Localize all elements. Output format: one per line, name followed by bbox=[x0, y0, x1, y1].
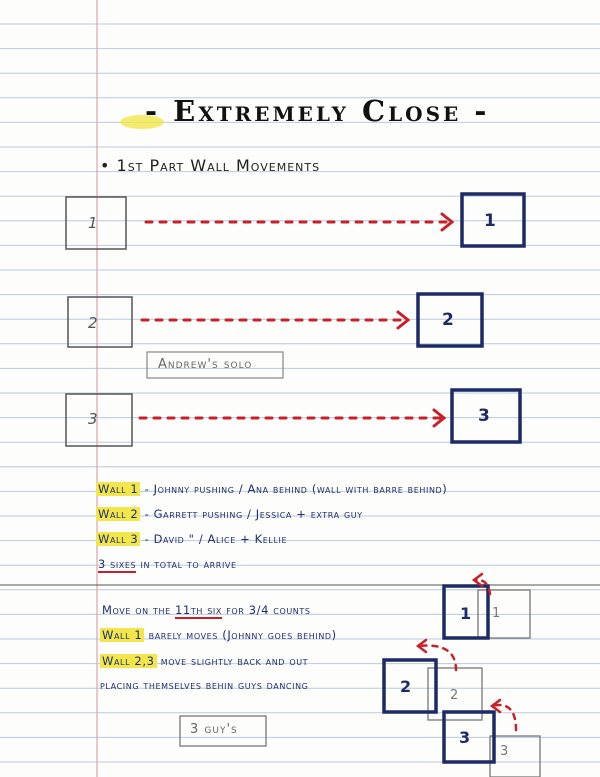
part2-line-4: placing themselves behin guys dancing bbox=[100, 678, 309, 692]
wall-1-start-label: 1 bbox=[88, 214, 98, 232]
wall-2-tag: Wall 2 bbox=[98, 507, 139, 521]
note-line-1-text: - Johnny pushing / Ana behind (wall with barre behind) bbox=[140, 482, 448, 496]
wall-2-start-label: 2 bbox=[88, 314, 98, 332]
note-line-3-text: - David " / Alice + Kellie bbox=[140, 532, 288, 546]
wall-3-start-label: 3 bbox=[88, 410, 98, 428]
wall-1-old-label: 1 bbox=[492, 606, 501, 621]
note-line-4-text: in total to arrive bbox=[136, 557, 237, 571]
three-sixes: 3 sixes bbox=[98, 557, 137, 571]
wall-1-tag: Wall 1 bbox=[98, 482, 139, 496]
section-subtitle: • 1st Part Wall Movements bbox=[100, 156, 321, 175]
wall-2-new-label: 2 bbox=[400, 677, 412, 696]
wall-3-end-label: 3 bbox=[478, 406, 490, 426]
note-line-1 bbox=[96, 482, 447, 496]
wall-1-new-label: 1 bbox=[460, 604, 472, 623]
wall-2-start-box bbox=[68, 297, 132, 347]
part2-wall-23-tag: Wall 2,3 bbox=[102, 654, 155, 668]
part2-wall-1-tag: Wall 1 bbox=[102, 628, 143, 642]
page-title: - Extremely Close - bbox=[145, 94, 490, 128]
note-line-3 bbox=[96, 532, 287, 546]
part2-line-2: Wall 1 barely moves (Johnny goes behind) bbox=[102, 628, 337, 642]
part2-line-1: Move on the 11th six for 3/4 counts bbox=[102, 603, 311, 617]
wall-3-old-label: 3 bbox=[500, 744, 509, 759]
note-line-2-text: - Garrett pushing / Jessica + extra guy bbox=[140, 507, 363, 521]
note-line-2 bbox=[96, 507, 363, 521]
wall-3-tag: Wall 3 bbox=[98, 532, 139, 546]
part2-line-3: Wall 2,3 move slightly back and out bbox=[102, 654, 309, 668]
wall-3-old-position bbox=[490, 736, 540, 777]
wall-2-old-label: 2 bbox=[450, 688, 459, 703]
wall-3-start-box bbox=[66, 394, 132, 446]
eleventh-six: 11th six bbox=[175, 603, 222, 617]
note-line-4 bbox=[98, 557, 237, 571]
wall-2-end-label: 2 bbox=[442, 310, 454, 330]
andrews-solo-label: Andrew's solo bbox=[158, 357, 253, 372]
wall-1-end-label: 1 bbox=[484, 211, 496, 231]
wall-3-new-label: 3 bbox=[459, 728, 471, 747]
three-guys-label: 3 guy's bbox=[190, 722, 238, 737]
